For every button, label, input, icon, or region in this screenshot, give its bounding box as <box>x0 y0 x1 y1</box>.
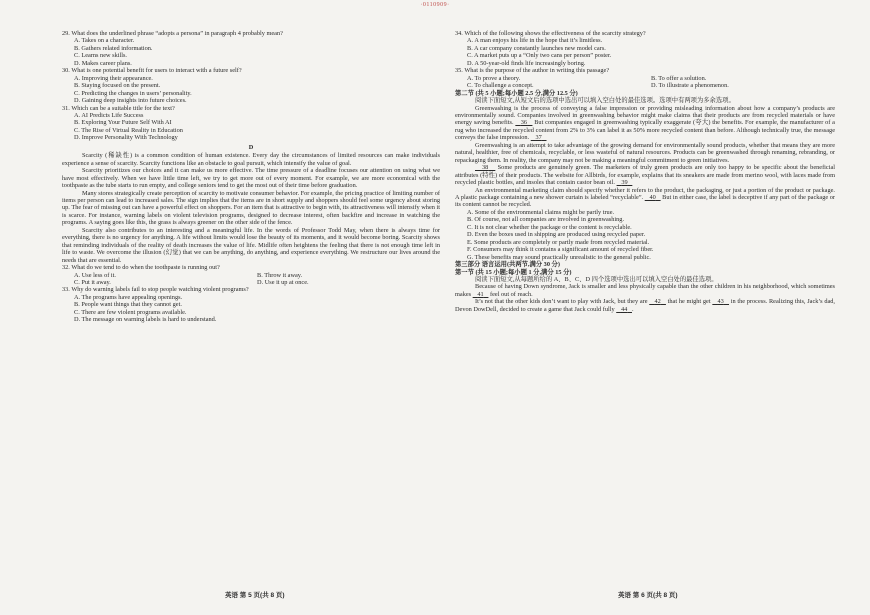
blank-40 <box>645 194 661 201</box>
option: C. Put it away. <box>74 278 111 286</box>
blank-38 <box>475 164 495 171</box>
option: D. Use it up at once. <box>257 278 309 286</box>
blank-37 <box>531 134 547 141</box>
option: D. The message on warning labels is hard to understand. <box>74 316 217 324</box>
text-span: Greenwashing is the process of conveying a false impression or providing misleading information about how a company’s products are environmentally sound. Companies involved in greenwashing behavior might make claims that their products are from recycled materials or have energy saving benefits. <box>455 104 835 127</box>
text-span: that he might get <box>667 298 711 306</box>
option: C. A market puts up a “Only two cans per person” poster. <box>467 52 612 60</box>
left-page <box>62 30 440 324</box>
blank-42 <box>649 298 666 305</box>
option: B. To offer a solution. <box>651 74 707 82</box>
option: B. Staying focused on the present. <box>74 82 161 90</box>
blank-number: 44 <box>620 305 628 313</box>
question-30-stem: 30. What is one potential benefit for users to interact with a future self? <box>62 67 242 75</box>
options-row <box>74 272 440 279</box>
blank-39 <box>617 179 633 186</box>
option: B. Of course, not all companies are involved in greenwashing. <box>467 216 625 224</box>
blank-number: 43 <box>717 298 724 306</box>
option: C. It is not clear whether the package or the content is recyclable. <box>467 223 632 231</box>
option: B. People want things that they cannot get. <box>74 301 182 309</box>
passage-paragraph: Scarcity prioritizes our choices and it can make us more effective. The time pressure of a deadline focuses our attention on using what we have most effectively. When we have little time left, we try to get more out of every moment. For example, we are more economical with the toothpaste as the tube starts to run empty, and college seniors tend to get the most out of their time before graduation. <box>62 167 440 190</box>
option: A. To prove a theory. <box>467 74 521 82</box>
option: D. Even the boxes used in shipping are produced using recycled paper. <box>467 231 646 239</box>
option: B. A car company constantly launches new model cars. <box>467 44 606 52</box>
options-row <box>467 82 835 89</box>
option: C. There are few violent programs available. <box>74 308 187 316</box>
option: G. These benefits may sound practically unrealistic to the general public. <box>467 253 651 261</box>
question-34-stem: 34. Which of the following shows the effectiveness of the scarcity strategy? <box>455 30 646 37</box>
question-33-stem: 33. Why do warning labels fail to stop people watching violent programs? <box>62 286 249 294</box>
text-span: But in either case, the label is deceptive if any part of the package or its content cannot be recycled. <box>455 193 835 209</box>
section-2-heading: 第二节 (共 5 小题;每小题 2.5 分,满分 12.5 分) <box>455 89 578 97</box>
blank-number: 39 <box>621 179 628 187</box>
cloze-paragraph <box>455 164 835 186</box>
text-span: It’s not that the other kids don’t want to play with Jack, but they are <box>475 298 648 306</box>
options-row <box>467 75 835 82</box>
option: B. Throw it away. <box>257 271 303 279</box>
option: A. AI Predicts Life Success <box>74 111 144 119</box>
passage-d-title: D <box>248 143 254 151</box>
cloze-paragraph <box>455 283 835 298</box>
option: A. Some of the environmental claims might be partly true. <box>467 208 615 216</box>
passage-paragraph: Scarcity (稀缺性) is a common condition of human existence. Every day the circumstances of limited resources can make individuals experience a sense of scarcity. Scarcity functions like an obstacle to goal pursuit, which intensify the value of goal. <box>62 152 440 167</box>
option: C. Predicting the changes in users’ personality. <box>74 89 192 97</box>
option: C. Learns new skills. <box>74 52 127 60</box>
option: B. Exploring Your Future Self With AI <box>74 119 172 127</box>
cloze-paragraph <box>455 105 835 142</box>
passage-paragraph: Many stores strategically create perception of scarcity to motivate consumer behavior. For example, the pricing practice of limiting number of items per person can lead to increased sales. The sign implies that the items are in short supply and shoppers should feel some urgency about storing up. The fear of missing out can have a powerful effect on shoppers. For an item that is attractive to begin with, its attractiveness will intensify when it is scarce. For instance, warning labels on violent television programs, designed to decrease interest, often backfire and increase in watching the programs. A saying goes like this, the grass is always greener on the other side of the fence. <box>62 189 440 227</box>
passage-paragraph: Scarcity also contributes to an interesting and a meaningful life. In the words of Professor Todd May, when there is always time for everything, there is no urgency for anything. A life without limits would lose the beauty of its moments, and it would become boring. Scarcity shows that reminding individuals of the reality of death increases the value of life. Midlife often heightens the feeling that there is not enough time left in life to waste. We overcome the illusion (幻觉) that we can be anything, do anything, and experience everything. We restructure our lives around the needs that are essential. <box>62 226 440 264</box>
section-2-directions: 阅读下面短文,从短文后的选项中选出可以填入空白处的最佳选项。选项中有两项为多余选项。 <box>475 97 735 105</box>
text-span: . <box>631 305 634 313</box>
text-span: But companies engaged in greenwashing typically exaggerate (夸大) the benefits. For example, the manufacturer of a rug who increased the recycled content from 2% to 3% can label it as 50% more recycled content than before. Although technically true, the message conveys the false impression. <box>455 119 835 142</box>
right-page <box>455 30 835 313</box>
option: B. Gathers related information. <box>74 44 153 52</box>
blank-number: 36 <box>520 119 528 127</box>
option: D. Gaining deep insights into future choices. <box>74 97 187 105</box>
option: C. To challenge a concept. <box>467 82 534 90</box>
option: D. Makes career plans. <box>74 59 132 67</box>
cloze-paragraph: Greenwashing is an attempt to take advantage of the growing demand for environmentally sound products, whether that means they are more natural, healthier, free of chemicals, recyclable, or less wasteful of natural resources. Products can be greenwashed through renaming, rebranding, or repackaging them. In reality, the company may not be making a meaningful commitment to green initiatives. <box>455 141 835 164</box>
option: C. The Rise of Virtual Reality in Education <box>74 126 183 134</box>
blank-number: 38 <box>482 164 489 172</box>
option: A. The programs have appealing openings. <box>74 293 183 301</box>
part-3-subheading: 第一节 (共 15 小题;每小题 1 分,满分 15 分) <box>455 268 572 276</box>
blank-number: 37 <box>535 134 542 142</box>
option: A. Use less of it. <box>74 271 116 279</box>
document-code-stamp: ·0110909· <box>420 2 450 8</box>
option: D. To illustrate a phenomenon. <box>651 82 729 90</box>
question-31-stem: 31. Which can be a suitable title for the text? <box>62 104 175 112</box>
blank-44 <box>616 306 632 313</box>
part-3-heading: 第三部分 语言运用(共两节,满分 30 分) <box>455 261 560 269</box>
option: D. Improve Personality With Technology <box>74 134 178 142</box>
question-32-stem: 32. What do we tend to do when the toothpaste is running out? <box>62 264 220 272</box>
option: A. Takes on a character. <box>74 37 135 45</box>
cloze-paragraph <box>455 298 835 313</box>
text-span: Because of having Down syndrome, Jack is smaller and less physically capable than the other children in his neighborhood, which sometimes makes <box>455 283 835 298</box>
text-span: Some products are genuinely green. The marketers of truly green products are only too happy to be specific about the beneficial attributes (特性) of their products. The website for Allbirds, for example, explains that its sneakers are made from merino wool, with laces made from recycled plastic bottles, and insoles that contain castor bean oil. <box>455 164 836 187</box>
text-span: An environmental marketing claim should specify whether it refers to the product, the packaging, or just a portion of the product or package. A plastic package containing a new shower curtain is labeled “recyclable”. <box>455 186 835 201</box>
page-footer-left: 英语 第 5 页(共 8 页) <box>225 592 285 599</box>
options-row <box>74 279 440 286</box>
option: D. A 50-year-old finds life increasingly boring. <box>467 59 586 67</box>
cloze-paragraph <box>455 187 835 209</box>
page-footer-right: 英语 第 6 页(共 8 页) <box>618 592 678 599</box>
option: A. A man enjoys his life in the hope that it’s limitless. <box>467 37 603 45</box>
option: E. Some products are completely or partly made from recycled material. <box>467 238 650 246</box>
option: A. Improving their appearance. <box>74 74 153 82</box>
blank-number: 42 <box>654 298 661 306</box>
blank-43 <box>712 298 729 305</box>
question-29-stem: 29. What does the underlined phrase “adopts a persona” in paragraph 4 probably mean? <box>62 30 283 37</box>
question-35-stem: 35. What is the purpose of the author in writing this passage? <box>455 67 610 75</box>
blank-36 <box>515 119 532 126</box>
blank-41 <box>473 291 489 298</box>
blank-number: 41 <box>477 290 484 298</box>
option: F. Consumers may think it contains a significant amount of recycled fiber. <box>467 246 654 254</box>
text-span: feel out of reach. <box>490 290 533 298</box>
blank-number: 40 <box>649 193 656 201</box>
part-3-directions: 阅读下面短文,从每题所给的 A、B、C、D 四个选项中选出可以填入空白处的最佳选项。 <box>475 275 718 283</box>
text-span: in the process. Realizing this, Jack’s dad, Devon DowDell, decided to create a game that Jack could fully <box>455 298 836 313</box>
